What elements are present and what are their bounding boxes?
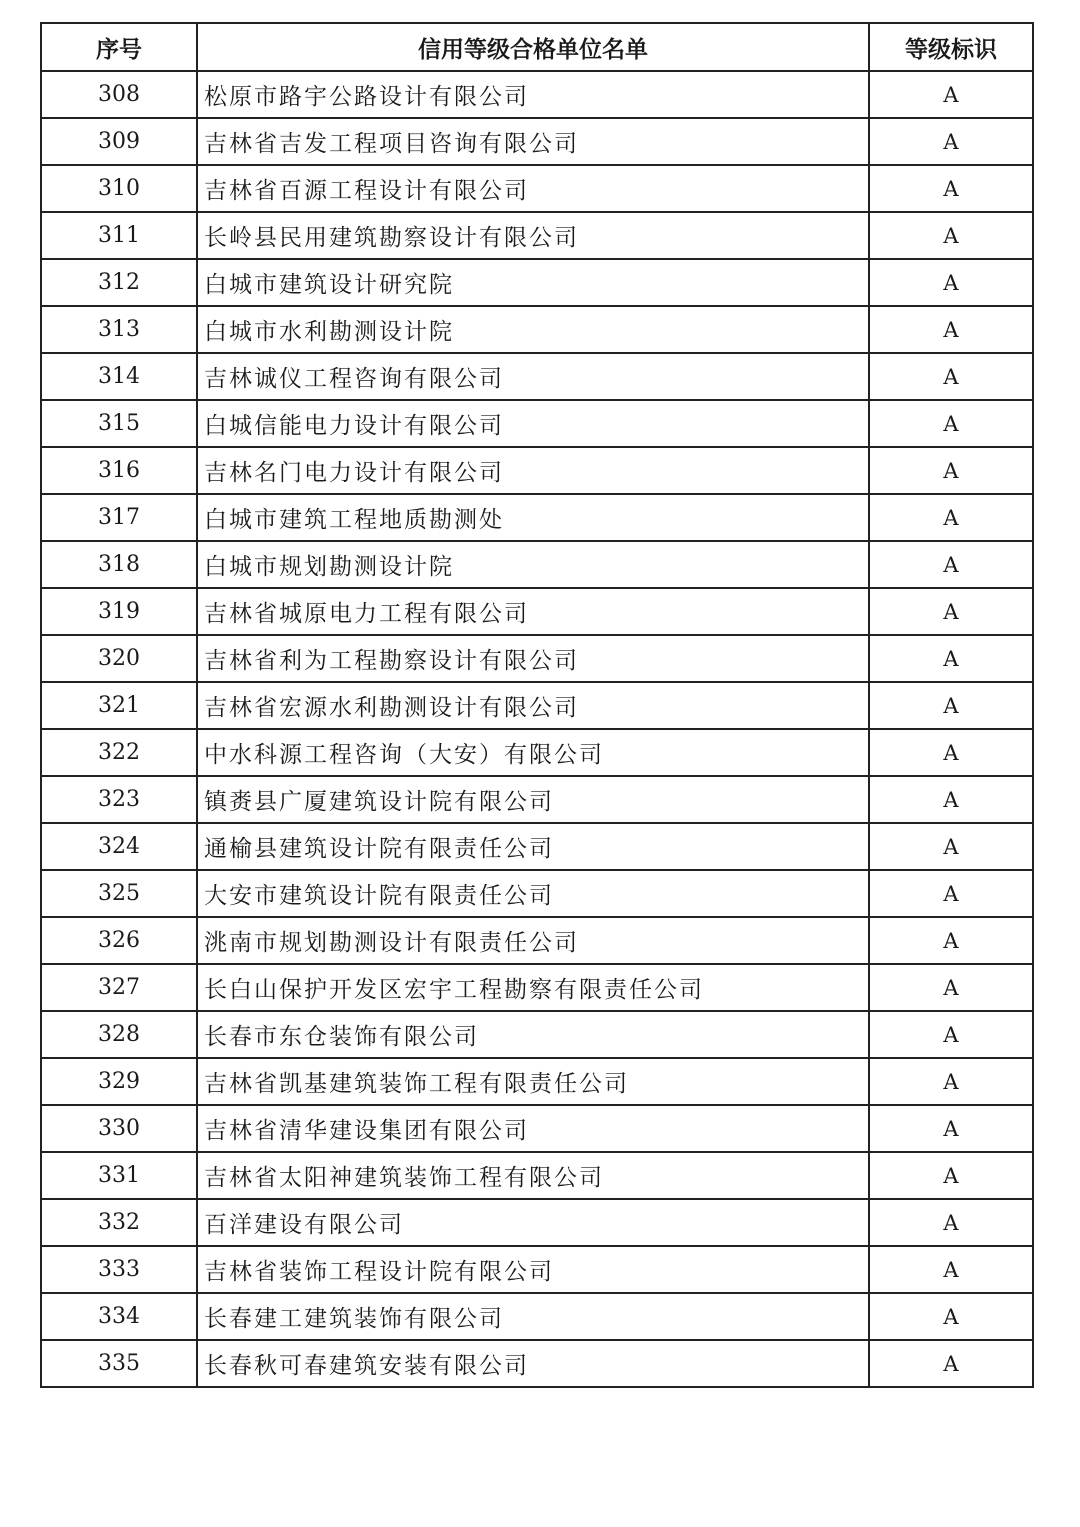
row-unit-name-cell: 通榆县建筑设计院有限责任公司 [197, 823, 869, 870]
row-grade-cell: A [869, 1340, 1033, 1387]
row-grade-cell: A [869, 541, 1033, 588]
table-row [41, 776, 1033, 823]
row-grade-cell: A [869, 1058, 1033, 1105]
row-unit-name-cell: 长春秋可春建筑安装有限公司 [197, 1340, 869, 1387]
row-seq-cell: 310 [41, 165, 197, 212]
table-row [41, 1199, 1033, 1246]
row-grade-cell: A [869, 1246, 1033, 1293]
table-row [41, 588, 1033, 635]
table-row [41, 306, 1033, 353]
row-seq-cell: 321 [41, 682, 197, 729]
row-grade-cell: A [869, 118, 1033, 165]
table-row [41, 870, 1033, 917]
row-unit-name-cell: 吉林省吉发工程项目咨询有限公司 [197, 118, 869, 165]
row-unit-name-cell: 吉林省宏源水利勘测设计有限公司 [197, 682, 869, 729]
table-row [41, 71, 1033, 118]
row-seq-cell: 309 [41, 118, 197, 165]
row-grade-cell: A [869, 400, 1033, 447]
table-row [41, 1105, 1033, 1152]
row-seq-cell: 326 [41, 917, 197, 964]
row-unit-name-cell: 大安市建筑设计院有限责任公司 [197, 870, 869, 917]
table-row [41, 1246, 1033, 1293]
row-seq-cell: 308 [41, 71, 197, 118]
table-row [41, 1152, 1033, 1199]
row-unit-name-cell: 吉林省清华建设集团有限公司 [197, 1105, 869, 1152]
table-row [41, 541, 1033, 588]
row-grade-cell: A [869, 729, 1033, 776]
table-row [41, 1058, 1033, 1105]
row-grade-cell: A [869, 353, 1033, 400]
row-seq-cell: 315 [41, 400, 197, 447]
table-row [41, 259, 1033, 306]
row-grade-cell: A [869, 964, 1033, 1011]
table-row [41, 729, 1033, 776]
row-unit-name-cell: 中水科源工程咨询（大安）有限公司 [197, 729, 869, 776]
table-row [41, 823, 1033, 870]
row-seq-cell: 319 [41, 588, 197, 635]
row-unit-name-cell: 白城市建筑工程地质勘测处 [197, 494, 869, 541]
row-unit-name-cell: 白城市规划勘测设计院 [197, 541, 869, 588]
row-unit-name-cell: 白城信能电力设计有限公司 [197, 400, 869, 447]
row-unit-name-cell: 白城市水利勘测设计院 [197, 306, 869, 353]
row-unit-name-cell: 长春市东仓装饰有限公司 [197, 1011, 869, 1058]
row-seq-cell: 333 [41, 1246, 197, 1293]
row-seq-cell: 329 [41, 1058, 197, 1105]
row-unit-name-cell: 吉林省城原电力工程有限公司 [197, 588, 869, 635]
table-row [41, 1011, 1033, 1058]
row-unit-name-cell: 洮南市规划勘测设计有限责任公司 [197, 917, 869, 964]
table-row [41, 1340, 1033, 1387]
row-seq-cell: 331 [41, 1152, 197, 1199]
row-unit-name-cell: 吉林省凯基建筑装饰工程有限责任公司 [197, 1058, 869, 1105]
row-unit-name-cell: 吉林省装饰工程设计院有限公司 [197, 1246, 869, 1293]
row-seq-cell: 325 [41, 870, 197, 917]
row-grade-cell: A [869, 776, 1033, 823]
row-seq-cell: 317 [41, 494, 197, 541]
row-grade-cell: A [869, 1105, 1033, 1152]
table-row [41, 964, 1033, 1011]
row-unit-name-cell: 吉林省利为工程勘察设计有限公司 [197, 635, 869, 682]
row-grade-cell: A [869, 165, 1033, 212]
row-unit-name-cell: 吉林诚仪工程咨询有限公司 [197, 353, 869, 400]
row-seq-cell: 322 [41, 729, 197, 776]
table-body [41, 71, 1033, 1387]
row-seq-cell: 323 [41, 776, 197, 823]
row-unit-name-cell: 长岭县民用建筑勘察设计有限公司 [197, 212, 869, 259]
row-grade-cell: A [869, 1293, 1033, 1340]
table-row [41, 353, 1033, 400]
row-unit-name-cell: 长白山保护开发区宏宇工程勘察有限责任公司 [197, 964, 869, 1011]
row-seq-cell: 330 [41, 1105, 197, 1152]
table-row [41, 1293, 1033, 1340]
row-grade-cell: A [869, 1199, 1033, 1246]
row-grade-cell: A [869, 494, 1033, 541]
row-seq-cell: 324 [41, 823, 197, 870]
row-grade-cell: A [869, 71, 1033, 118]
table-header-row [41, 23, 1033, 71]
row-seq-cell: 335 [41, 1340, 197, 1387]
row-seq-cell: 311 [41, 212, 197, 259]
row-unit-name-cell: 吉林名门电力设计有限公司 [197, 447, 869, 494]
row-seq-cell: 316 [41, 447, 197, 494]
row-grade-cell: A [869, 870, 1033, 917]
header-seq: 序号 [41, 23, 197, 71]
header-grade: 等级标识 [869, 23, 1033, 71]
table-row [41, 917, 1033, 964]
table-row [41, 212, 1033, 259]
table-row [41, 118, 1033, 165]
header-unit-name: 信用等级合格单位名单 [197, 23, 869, 71]
credit-grade-table [40, 22, 1034, 1388]
row-grade-cell: A [869, 917, 1033, 964]
table-row [41, 494, 1033, 541]
row-grade-cell: A [869, 588, 1033, 635]
row-grade-cell: A [869, 447, 1033, 494]
row-unit-name-cell: 百洋建设有限公司 [197, 1199, 869, 1246]
row-seq-cell: 328 [41, 1011, 197, 1058]
row-seq-cell: 318 [41, 541, 197, 588]
row-unit-name-cell: 镇赉县广厦建筑设计院有限公司 [197, 776, 869, 823]
row-unit-name-cell: 长春建工建筑装饰有限公司 [197, 1293, 869, 1340]
row-seq-cell: 320 [41, 635, 197, 682]
row-unit-name-cell: 吉林省太阳神建筑装饰工程有限公司 [197, 1152, 869, 1199]
row-grade-cell: A [869, 306, 1033, 353]
row-unit-name-cell: 白城市建筑设计研究院 [197, 259, 869, 306]
row-unit-name-cell: 松原市路宇公路设计有限公司 [197, 71, 869, 118]
row-seq-cell: 312 [41, 259, 197, 306]
row-grade-cell: A [869, 1152, 1033, 1199]
row-seq-cell: 334 [41, 1293, 197, 1340]
row-grade-cell: A [869, 1011, 1033, 1058]
table-row [41, 447, 1033, 494]
table-row [41, 682, 1033, 729]
row-grade-cell: A [869, 259, 1033, 306]
row-seq-cell: 314 [41, 353, 197, 400]
row-grade-cell: A [869, 682, 1033, 729]
row-unit-name-cell: 吉林省百源工程设计有限公司 [197, 165, 869, 212]
row-seq-cell: 313 [41, 306, 197, 353]
row-seq-cell: 327 [41, 964, 197, 1011]
row-grade-cell: A [869, 823, 1033, 870]
row-seq-cell: 332 [41, 1199, 197, 1246]
table-row [41, 400, 1033, 447]
table-row [41, 165, 1033, 212]
row-grade-cell: A [869, 635, 1033, 682]
row-grade-cell: A [869, 212, 1033, 259]
table-row [41, 635, 1033, 682]
